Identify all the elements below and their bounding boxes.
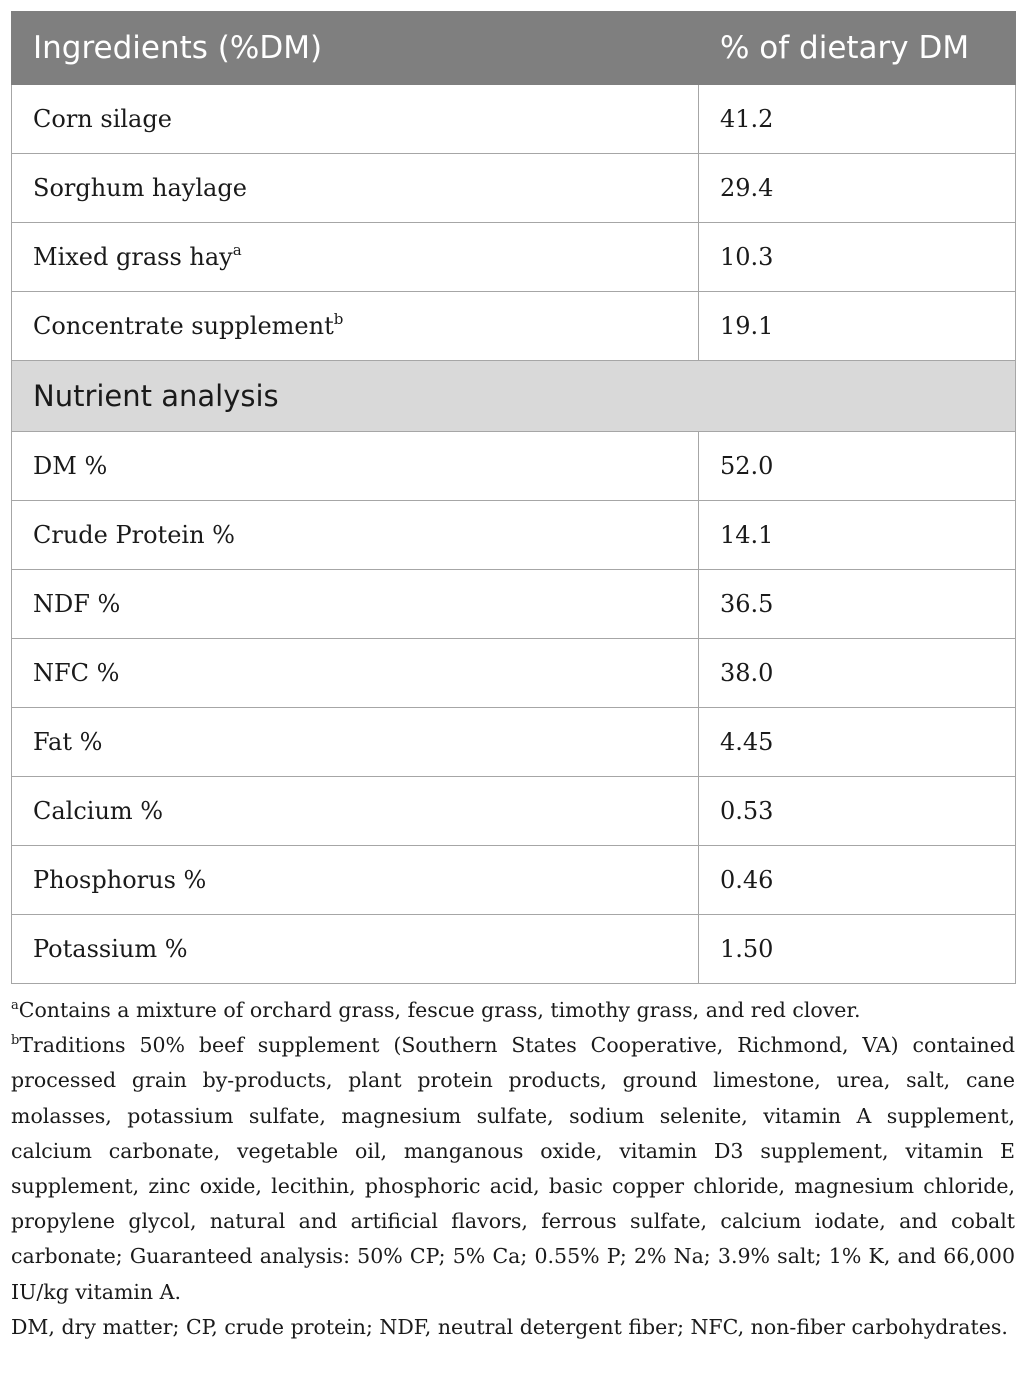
- table-row: [12, 154, 1016, 223]
- table-row: [12, 708, 1016, 777]
- diet-composition-table: [11, 11, 1016, 984]
- header-percent-dietary-dm: % of dietary DM: [699, 12, 1016, 85]
- ingredient-name: Sorghum haylage: [33, 174, 247, 202]
- table-row: [12, 223, 1016, 292]
- nutrient-name-cell: Phosphorus %: [12, 846, 699, 915]
- footnote-marker: a: [232, 241, 242, 259]
- nutrient-name-cell: Crude Protein %: [12, 501, 699, 570]
- table-row: [12, 915, 1016, 984]
- nutrient-name-cell: Calcium %: [12, 777, 699, 846]
- diet-composition-table-container: [11, 11, 1015, 984]
- nutrient-name-cell: Fat %: [12, 708, 699, 777]
- ingredient-name-cell: [12, 292, 699, 361]
- footnote-marker: b: [333, 310, 344, 328]
- table-row: [12, 432, 1016, 501]
- nutrient-value-cell: 52.0: [699, 432, 1016, 501]
- footnote-text: Traditions 50% beef supplement (Southern States Cooperative, Richmond, VA) contained processed grain by-products, plant protein products, ground limestone, urea, salt, cane molasses, potassium sulfate, magnesium sulfate, sodium selenite, vitamin A supplement, calcium carbonate, vegetable oil, manganous oxide, vitamin D3 supplement, vitamin E supplement, zinc oxide, lecithin, phosphoric acid, basic copper chloride, magnesium chloride, propylene glycol, natural and artificial flavors, ferrous sulfate, calcium iodate, and cobalt carbonate; Guaranteed analysis: 50% CP; 5% Ca; 0.55% P; 2% Na; 3.9% salt; 1% K, and 66,000 IU/kg vitamin A.: [11, 1033, 1015, 1304]
- section-row-nutrient-analysis: [12, 361, 1016, 432]
- nutrient-value-cell: 36.5: [699, 570, 1016, 639]
- abbreviations-note: DM, dry matter; CP, crude protein; NDF, neutral detergent fiber; NFC, non-fiber carbohydrates.: [11, 1314, 1008, 1339]
- ingredient-value-cell: 41.2: [699, 85, 1016, 154]
- footnote-marker: b: [11, 1033, 20, 1049]
- nutrient-value-cell: 0.46: [699, 846, 1016, 915]
- header-ingredients: Ingredients (%DM): [12, 12, 699, 85]
- table-row: [12, 570, 1016, 639]
- nutrient-value-cell: 0.53: [699, 777, 1016, 846]
- nutrient-value-cell: 4.45: [699, 708, 1016, 777]
- ingredient-value-cell: 10.3: [699, 223, 1016, 292]
- footnote-text: Contains a mixture of orchard grass, fescue grass, timothy grass, and red clover.: [18, 998, 861, 1022]
- ingredient-name: Concentrate supplement: [33, 312, 334, 340]
- table-row: [12, 85, 1016, 154]
- nutrient-value-cell: 14.1: [699, 501, 1016, 570]
- table-row: [12, 501, 1016, 570]
- nutrient-value-cell: 1.50: [699, 915, 1016, 984]
- nutrient-name-cell: Potassium %: [12, 915, 699, 984]
- footnote-a: [11, 993, 1015, 1028]
- ingredient-value-cell: 19.1: [699, 292, 1016, 361]
- table-header-row: [12, 12, 1016, 85]
- section-label: Nutrient analysis: [12, 361, 1016, 432]
- table-row: [12, 292, 1016, 361]
- nutrient-name-cell: DM %: [12, 432, 699, 501]
- ingredient-value-cell: 29.4: [699, 154, 1016, 223]
- footnote-b: [11, 1028, 1015, 1310]
- table-footnotes: [11, 993, 1015, 1345]
- ingredient-name: Corn silage: [33, 105, 172, 133]
- nutrient-value-cell: 38.0: [699, 639, 1016, 708]
- nutrient-name-cell: NFC %: [12, 639, 699, 708]
- ingredient-name-cell: [12, 223, 699, 292]
- nutrient-name-cell: NDF %: [12, 570, 699, 639]
- ingredient-name-cell: [12, 154, 699, 223]
- table-row: [12, 846, 1016, 915]
- table-row: [12, 777, 1016, 846]
- table-row: [12, 639, 1016, 708]
- footnote-marker: a: [11, 998, 19, 1013]
- ingredient-name: Mixed grass hay: [33, 243, 233, 271]
- ingredient-name-cell: [12, 85, 699, 154]
